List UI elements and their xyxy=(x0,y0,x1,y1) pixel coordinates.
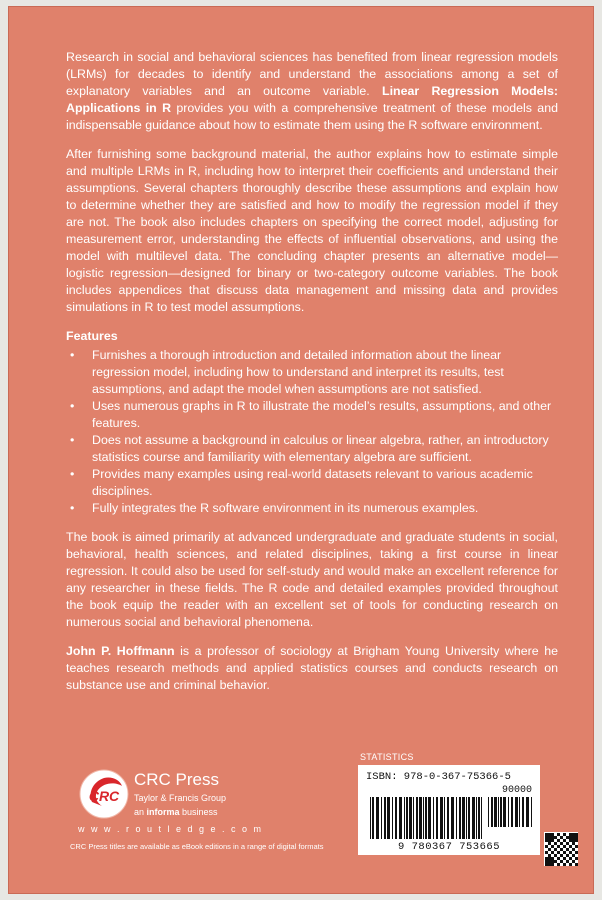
features-list xyxy=(66,347,558,517)
author-bio: is a professor of sociology at Brigham Young University where he teaches research methods and applied statistics courses and conducts research on substance use and criminal behavior. xyxy=(66,644,558,692)
feature-text: Uses numerous graphs in R to illustrate the model’s results, assumptions, and other features. xyxy=(92,399,552,430)
feature-text: Does not assume a background in calculus or linear algebra, rather, an introductory statistics course and familiarity with elementary algebra are sufficient. xyxy=(92,433,549,464)
qr-module xyxy=(557,833,560,836)
qr-module xyxy=(548,860,551,863)
qr-module xyxy=(554,842,557,845)
ean-barcode-bars xyxy=(370,797,482,839)
qr-module xyxy=(545,857,548,860)
intro-text-2: provides you with a comprehensive treatment of these models and indispensable guidance about how to estimate them using the R software environment. xyxy=(66,101,558,132)
barcode-bar xyxy=(406,797,408,839)
qr-module xyxy=(566,842,569,845)
qr-module xyxy=(569,863,572,866)
qr-module xyxy=(548,833,551,836)
qr-module xyxy=(560,836,563,839)
isbn-barcode xyxy=(358,765,540,855)
bullet-icon: • xyxy=(70,501,75,515)
qr-module xyxy=(557,863,560,866)
qr-module xyxy=(545,863,548,866)
barcode-bar xyxy=(488,797,489,827)
qr-module xyxy=(548,854,551,857)
intro-paragraph xyxy=(66,49,558,134)
qr-module xyxy=(545,860,548,863)
qr-module xyxy=(563,863,566,866)
barcode-bar xyxy=(440,797,443,839)
contents-paragraph: After furnishing some background material, the author explains how to estimate simple and multiple LRMs in R, including how to interpret their coefficients and understand their assumptions. Several chapters thoroughly describe these assumptions and explain how to determine whether they are satisfied and how to modify the regression model if they are not. The book also includes chapters on specifying the correct model, adjusting for measurement error, understanding the effects of influential observations, and using the model with multilevel data. The concluding chapter presents an alternative model—logistic regression—designed for binary or two-category outcome variables. The book includes appendices that discuss data management and missing data and provides simulations in R to test model assumptions. xyxy=(66,147,558,314)
barcode-bar xyxy=(436,797,438,839)
qr-module xyxy=(554,854,557,857)
barcode-bar xyxy=(413,797,414,839)
barcode-bar xyxy=(468,797,470,839)
description-block xyxy=(66,49,558,706)
qr-module xyxy=(557,851,560,854)
qr-module xyxy=(545,836,548,839)
qr-module xyxy=(566,860,569,863)
barcode-bar xyxy=(481,797,482,839)
feature-item xyxy=(66,398,558,432)
barcode-bar xyxy=(404,797,405,839)
qr-module xyxy=(575,836,578,839)
barcode-bar xyxy=(416,797,418,839)
informa-prefix: an xyxy=(134,807,147,817)
qr-module xyxy=(548,857,551,860)
author-name: John P. Hoffmann xyxy=(66,644,175,658)
category-label: STATISTICS xyxy=(360,752,414,762)
barcode-bar xyxy=(433,797,434,839)
qr-module xyxy=(551,860,554,863)
qr-module xyxy=(569,851,572,854)
qr-module xyxy=(551,836,554,839)
qr-module xyxy=(545,833,548,836)
qr-module xyxy=(554,836,557,839)
barcode-bar xyxy=(372,797,374,839)
barcode-bar xyxy=(392,797,393,839)
bullet-icon: • xyxy=(70,348,75,362)
barcode-bar xyxy=(498,797,499,827)
feature-text: Fully integrates the R software environment in its numerous examples. xyxy=(92,501,479,515)
qr-module xyxy=(569,833,572,836)
feature-item xyxy=(66,432,558,466)
qr-module xyxy=(548,836,551,839)
qr-module xyxy=(560,848,563,851)
barcode-bar xyxy=(425,797,427,839)
qr-module xyxy=(563,833,566,836)
qr-module xyxy=(572,854,575,857)
barcode-bar xyxy=(476,797,477,839)
qr-module xyxy=(551,833,554,836)
crc-press-logo-icon xyxy=(78,768,130,820)
barcode-bar xyxy=(508,797,509,827)
informa-suffix: business xyxy=(179,807,218,817)
audience-paragraph: The book is aimed primarily at advanced undergraduate and graduate students in social, behavioral, health sciences, and related disciplines, taking a first course in linear regression. It could also be used for self-study and would make an excellent reference for any researcher in these fields. The R code and detailed examples provided throughout the book equip the reader with an excellent set of tools for conducting research on numerous social and behavioral phenomena. xyxy=(66,530,558,629)
qr-module xyxy=(563,845,566,848)
intro-text-1: Research in social and behavioral sciences has benefited from linear regression models (LRMs) for decades to identify and understand the associations among a set of explanatory variables and an outcome variable. xyxy=(66,50,558,98)
qr-module xyxy=(572,842,575,845)
qr-module xyxy=(572,860,575,863)
qr-module xyxy=(566,848,569,851)
barcode-bar xyxy=(419,797,422,839)
qr-module xyxy=(572,848,575,851)
qr-module xyxy=(557,839,560,842)
qr-module xyxy=(569,836,572,839)
barcode-bar xyxy=(515,797,518,827)
barcode-bar xyxy=(456,797,457,839)
qr-module xyxy=(569,839,572,842)
barcode-bar xyxy=(472,797,475,839)
barcode-bar xyxy=(491,797,493,827)
barcode-bar xyxy=(444,797,445,839)
barcode-bar xyxy=(370,797,371,839)
barcode-bar xyxy=(503,797,506,827)
qr-module xyxy=(548,863,551,866)
isbn-label: ISBN: 978-0-367-75366-5 xyxy=(366,771,511,783)
publisher-informa xyxy=(134,807,218,817)
barcode-bar xyxy=(526,797,529,827)
barcode-bar xyxy=(466,797,467,839)
publisher-group: Taylor & Francis Group xyxy=(134,793,227,803)
qr-module xyxy=(551,845,554,848)
qr-module xyxy=(548,839,551,842)
qr-module xyxy=(557,857,560,860)
qr-module xyxy=(563,857,566,860)
qr-module xyxy=(554,860,557,863)
price-barcode-bars xyxy=(488,797,532,827)
qr-module xyxy=(545,839,548,842)
barcode-bar xyxy=(376,797,379,839)
qr-module xyxy=(575,833,578,836)
ebook-footnote: CRC Press titles are available as eBook editions in a range of digital formats xyxy=(70,842,324,851)
barcode-bar xyxy=(423,797,424,839)
qr-module xyxy=(575,839,578,842)
barcode-bar xyxy=(381,797,382,839)
book-back-cover xyxy=(8,6,594,894)
qr-module xyxy=(551,863,554,866)
feature-item xyxy=(66,466,558,500)
qr-module xyxy=(569,845,572,848)
qr-module xyxy=(566,836,569,839)
qr-module xyxy=(551,857,554,860)
qr-module xyxy=(575,845,578,848)
barcode-bar xyxy=(447,797,449,839)
qr-module xyxy=(563,839,566,842)
informa-brand: informa xyxy=(146,807,180,817)
barcode-bar xyxy=(387,797,390,839)
barcode-bar xyxy=(494,797,497,827)
barcode-bar xyxy=(462,797,465,839)
book-title-inline: Linear Regression Models: Applications in R xyxy=(66,84,558,115)
barcode-bar xyxy=(500,797,502,827)
qr-module xyxy=(563,851,566,854)
barcode-bar xyxy=(399,797,402,839)
qr-module xyxy=(554,848,557,851)
qr-module xyxy=(545,845,548,848)
qr-module xyxy=(548,848,551,851)
qr-module xyxy=(575,857,578,860)
feature-item xyxy=(66,500,558,517)
qr-module xyxy=(548,842,551,845)
bullet-icon: • xyxy=(70,399,75,413)
qr-module xyxy=(560,860,563,863)
qr-module xyxy=(560,842,563,845)
publisher-website: w w w . r o u t l e d g e . c o m xyxy=(78,824,264,834)
barcode-bar xyxy=(511,797,513,827)
barcode-bar xyxy=(519,797,520,827)
barcode-bar xyxy=(451,797,454,839)
barcode-bar xyxy=(459,797,461,839)
feature-text: Provides many examples using real-world datasets relevant to various academic disciplines. xyxy=(92,467,533,498)
barcode-bar xyxy=(522,797,524,827)
qr-module xyxy=(557,845,560,848)
qr-module xyxy=(545,851,548,854)
barcode-bar xyxy=(409,797,412,839)
qr-module xyxy=(551,839,554,842)
qr-module xyxy=(572,836,575,839)
qr-module xyxy=(560,854,563,857)
features-heading: Features xyxy=(66,329,118,343)
author-paragraph xyxy=(66,643,558,694)
qr-module xyxy=(566,854,569,857)
barcode-number: 9 780367 753665 xyxy=(397,841,500,853)
barcode-bar xyxy=(384,797,386,839)
qr-module xyxy=(572,839,575,842)
qr-module xyxy=(572,833,575,836)
barcode-bar xyxy=(395,797,397,839)
barcode-bar xyxy=(478,797,480,839)
qr-code-icon xyxy=(544,832,578,866)
qr-module xyxy=(575,863,578,866)
publisher-name: CRC Press xyxy=(134,770,220,789)
qr-module xyxy=(569,857,572,860)
bullet-icon: • xyxy=(70,433,75,447)
feature-item xyxy=(66,347,558,398)
qr-module xyxy=(575,851,578,854)
price-code: 90000 xyxy=(501,785,532,796)
feature-text: Furnishes a thorough introduction and detailed information about the linear regression model, including how to understand and interpret its results, test assumptions, and adapt the model when assumptions are not satisfied. xyxy=(92,348,504,396)
logo-text: CRC xyxy=(88,788,120,804)
barcode-bar xyxy=(428,797,431,839)
barcode-bar xyxy=(531,797,532,827)
bullet-icon: • xyxy=(70,467,75,481)
qr-module xyxy=(551,851,554,854)
